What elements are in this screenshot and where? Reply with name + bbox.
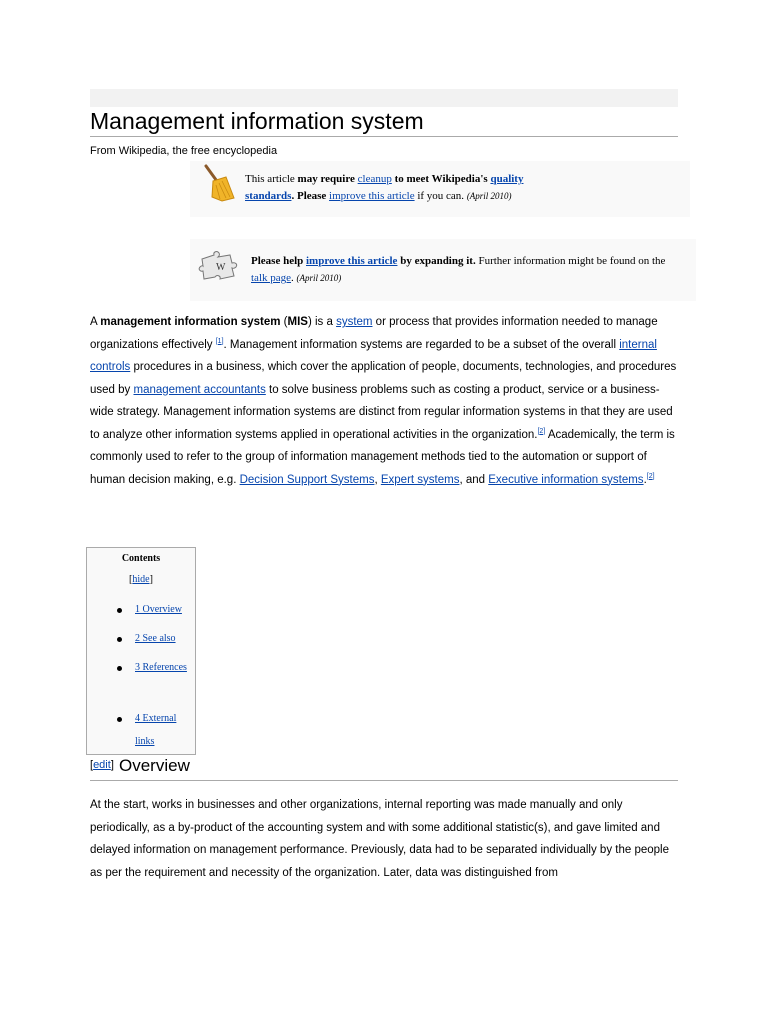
reference-link[interactable]: [2] — [646, 472, 655, 480]
talk-page-link[interactable]: talk page — [251, 272, 292, 284]
reference-link[interactable]: [2] — [537, 427, 546, 435]
bullet-icon — [117, 637, 122, 642]
expand-notice-text — [251, 253, 671, 287]
notice-date: (April 2010) — [296, 273, 342, 283]
quality-standards-link[interactable]: quality standards — [245, 173, 524, 202]
bold-term: management information system — [100, 316, 281, 328]
cleanup-notice — [190, 161, 690, 217]
internal-controls-link[interactable]: internal controls — [90, 338, 657, 373]
notice-date: (April 2010) — [466, 191, 512, 201]
expand-notice — [190, 239, 696, 301]
section-heading-overview: Overview — [119, 756, 190, 775]
notice-text: . — [291, 272, 297, 284]
bullet-icon — [117, 717, 122, 722]
top-bar — [90, 89, 678, 107]
toc-item-references[interactable]: 3 References — [135, 662, 187, 673]
improve-article-link[interactable]: improve this article — [306, 255, 398, 267]
system-link[interactable]: system — [336, 316, 373, 328]
bold-term: MIS — [287, 316, 308, 328]
toc-hide-link[interactable]: hide — [132, 574, 150, 585]
cleanup-notice-text — [245, 171, 575, 205]
cleanup-link[interactable]: cleanup — [357, 173, 392, 185]
notice-text-bold: Please help — [251, 255, 306, 267]
notice-text-bold: by expanding it. — [397, 255, 476, 267]
notice-text: if you can. — [414, 190, 467, 202]
edit-link[interactable]: edit — [93, 759, 111, 771]
notice-text: Further information might be found on the — [475, 255, 666, 267]
table-of-contents — [86, 547, 196, 755]
section-edit: [edit] — [90, 759, 114, 771]
bullet-icon — [117, 608, 122, 613]
toc-title: Contents — [121, 553, 161, 564]
notice-text-bold: . Please — [291, 190, 330, 202]
heading-divider — [90, 780, 678, 781]
tagline: From Wikipedia, the free encyclopedia — [90, 145, 278, 157]
notice-text: This article — [245, 173, 298, 185]
reference-link[interactable]: [1] — [215, 337, 224, 345]
intro-paragraph: A management information system (MIS) is a system or process that provides information needed to manage organizations effectively [1]. Management information systems are regarded to be a subset of the overall internal controls procedures in a business, which cover the application of people, documents, technologies, and procedures used by management accountants to solve business problems such as costing a product, service or a business-wide strategy. Management information systems are distinct from regular information systems in that they are used to analyze other information systems applied in operational activities in the organization.[2] Academically, the term is commonly used to refer to the group of information management methods tied to the automation or support of human decision making, e.g. Decision Support Systems, Expert systems, and Executive information systems.[2] — [90, 316, 677, 486]
executive-information-systems-link[interactable]: Executive information systems — [488, 473, 644, 486]
management-accountants-link[interactable]: management accountants — [133, 383, 266, 396]
toc-item-see-also[interactable]: 2 See also — [135, 633, 176, 644]
broom-icon — [200, 164, 236, 202]
toc-item-external-links[interactable]: 4 External links — [135, 713, 177, 747]
notice-text-bold: may require — [297, 173, 358, 185]
overview-paragraph: At the start, works in businesses and other organizations, internal reporting was made manually and only periodically, as a by-product of the accounting system and with some additional statistic(s), and gave limited and delayed information on management performance. Previously, data had to be separated individually by the people as per the requirement and necessity of the organization. Later, data was distinguished from — [90, 799, 669, 879]
svg-text:W: W — [216, 262, 226, 273]
improve-article-link[interactable]: improve this article — [329, 190, 415, 202]
page-title: Management information system — [90, 107, 678, 137]
puzzle-piece-icon — [198, 249, 242, 281]
decision-support-systems-link[interactable]: Decision Support Systems — [239, 473, 375, 486]
expert-systems-link[interactable]: Expert systems — [380, 473, 460, 486]
toc-hide-toggle: [hide] — [129, 574, 153, 585]
bullet-icon — [117, 666, 122, 671]
toc-item-overview[interactable]: 1 Overview — [135, 604, 182, 615]
notice-text-bold: to meet Wikipedia's — [391, 173, 491, 185]
